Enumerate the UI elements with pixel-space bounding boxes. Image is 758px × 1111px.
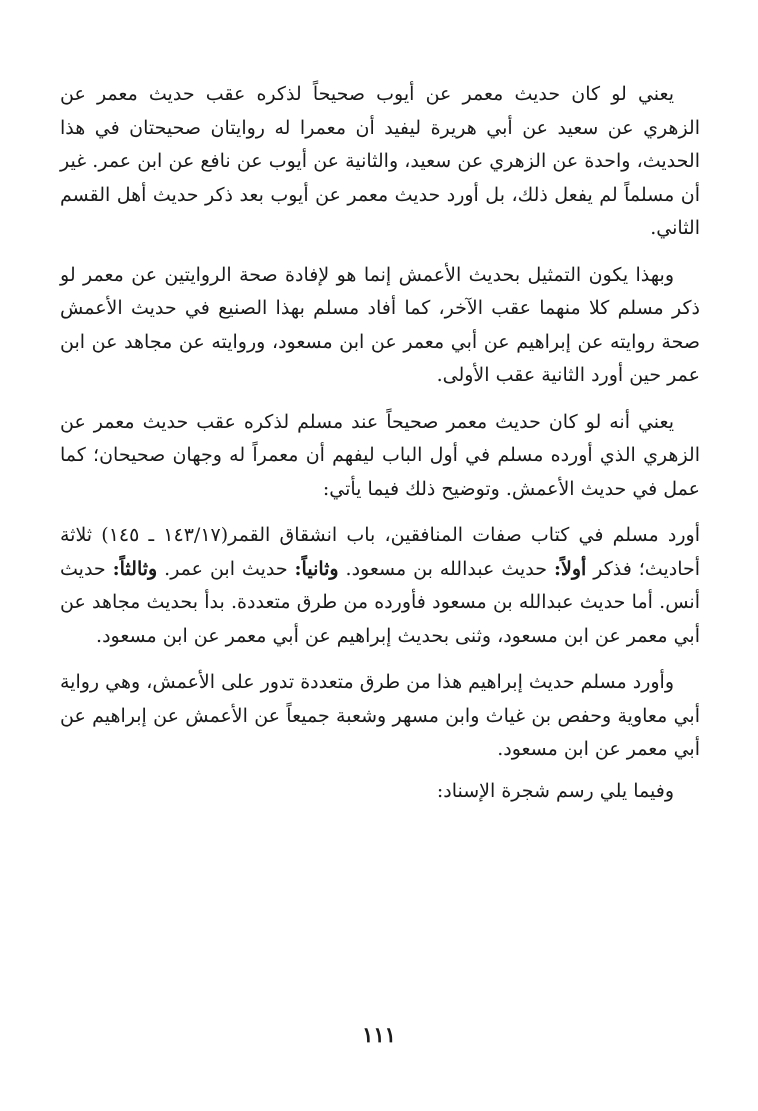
paragraph-4 xyxy=(60,519,700,653)
paragraph-4-text-3: حديث ابن عمر. xyxy=(157,557,295,580)
page-number: ١١١ xyxy=(362,1022,396,1047)
paragraph-1: يعني لو كان حديث معمر عن أيوب صحيحاً لذكره عقب حديث معمر عن الزهري عن سعيد عن أبي هريرة ليفيد أن معمرا له روايتان صحيحتان في هذا الحديث، واحدة عن الزهري عن سعيد، والثانية عن أيوب عن نافع عن ابن عمر. غير أن مسلماً لم يفعل ذلك، بل أورد حديث معمر عن أيوب بعد ذكر حديث أهل القسم الثاني. xyxy=(60,83,700,239)
paragraph-3: يعني أنه لو كان حديث معمر صحيحاً عند مسلم لذكره عقب حديث معمر عن الزهري الذي أورده مسلم في أول الباب ليفهم أن معمراً له وجهان صحيحان؛ كما عمل في حديث الأعمش. وتوضيح ذلك فيما يأتي: xyxy=(60,410,700,500)
paragraph-4-text-2: حديث عبدالله بن مسعود. xyxy=(338,557,554,580)
page-body xyxy=(60,78,700,821)
paragraph-2: وبهذا يكون التمثيل بحديث الأعمش إنما هو لإفادة صحة الروايتين عن معمر لو ذكر مسلم كلا منهما عقب الآخر، كما أفاد مسلم بهذا الصنيع في حديث الأعمش صحة روايته عن إبراهيم عن أبي معمر عن ابن مسعود، وروايته عن مجاهد عن ابن عمر حين أورد الثانية عقب الأولى. xyxy=(60,263,700,386)
paragraph-4-text-1: أورد مسلم في كتاب صفات المنافقين، باب انشقاق القمر(١٤٣/١٧ ـ ١٤٥) ثلاثة أحاديث؛ فذكر xyxy=(60,524,701,580)
paragraph-4-text-4: حديث أنس. أما حديث عبدالله بن مسعود فأورده من طرق متعددة. بدأ بحديث مجاهد عن أبي معمر عن ابن مسعود، وثنى بحديث إبراهيم عن أبي معمر عن ابن مسعود. xyxy=(60,557,700,647)
label-first: أولاً: xyxy=(553,557,587,580)
paragraph-6: وفيما يلي رسم شجرة الإسناد: xyxy=(436,779,674,802)
label-second: وثانياً: xyxy=(294,557,339,580)
label-third: وثالثاً: xyxy=(112,557,158,580)
paragraph-5: وأورد مسلم حديث إبراهيم هذا من طرق متعددة تدور على الأعمش، وهي رواية أبي معاوية وحفص بن غياث وابن مسهر وشعبة جميعاً عن الأعمش عن إبراهيم عن أبي معمر عن ابن مسعود. xyxy=(60,671,700,760)
